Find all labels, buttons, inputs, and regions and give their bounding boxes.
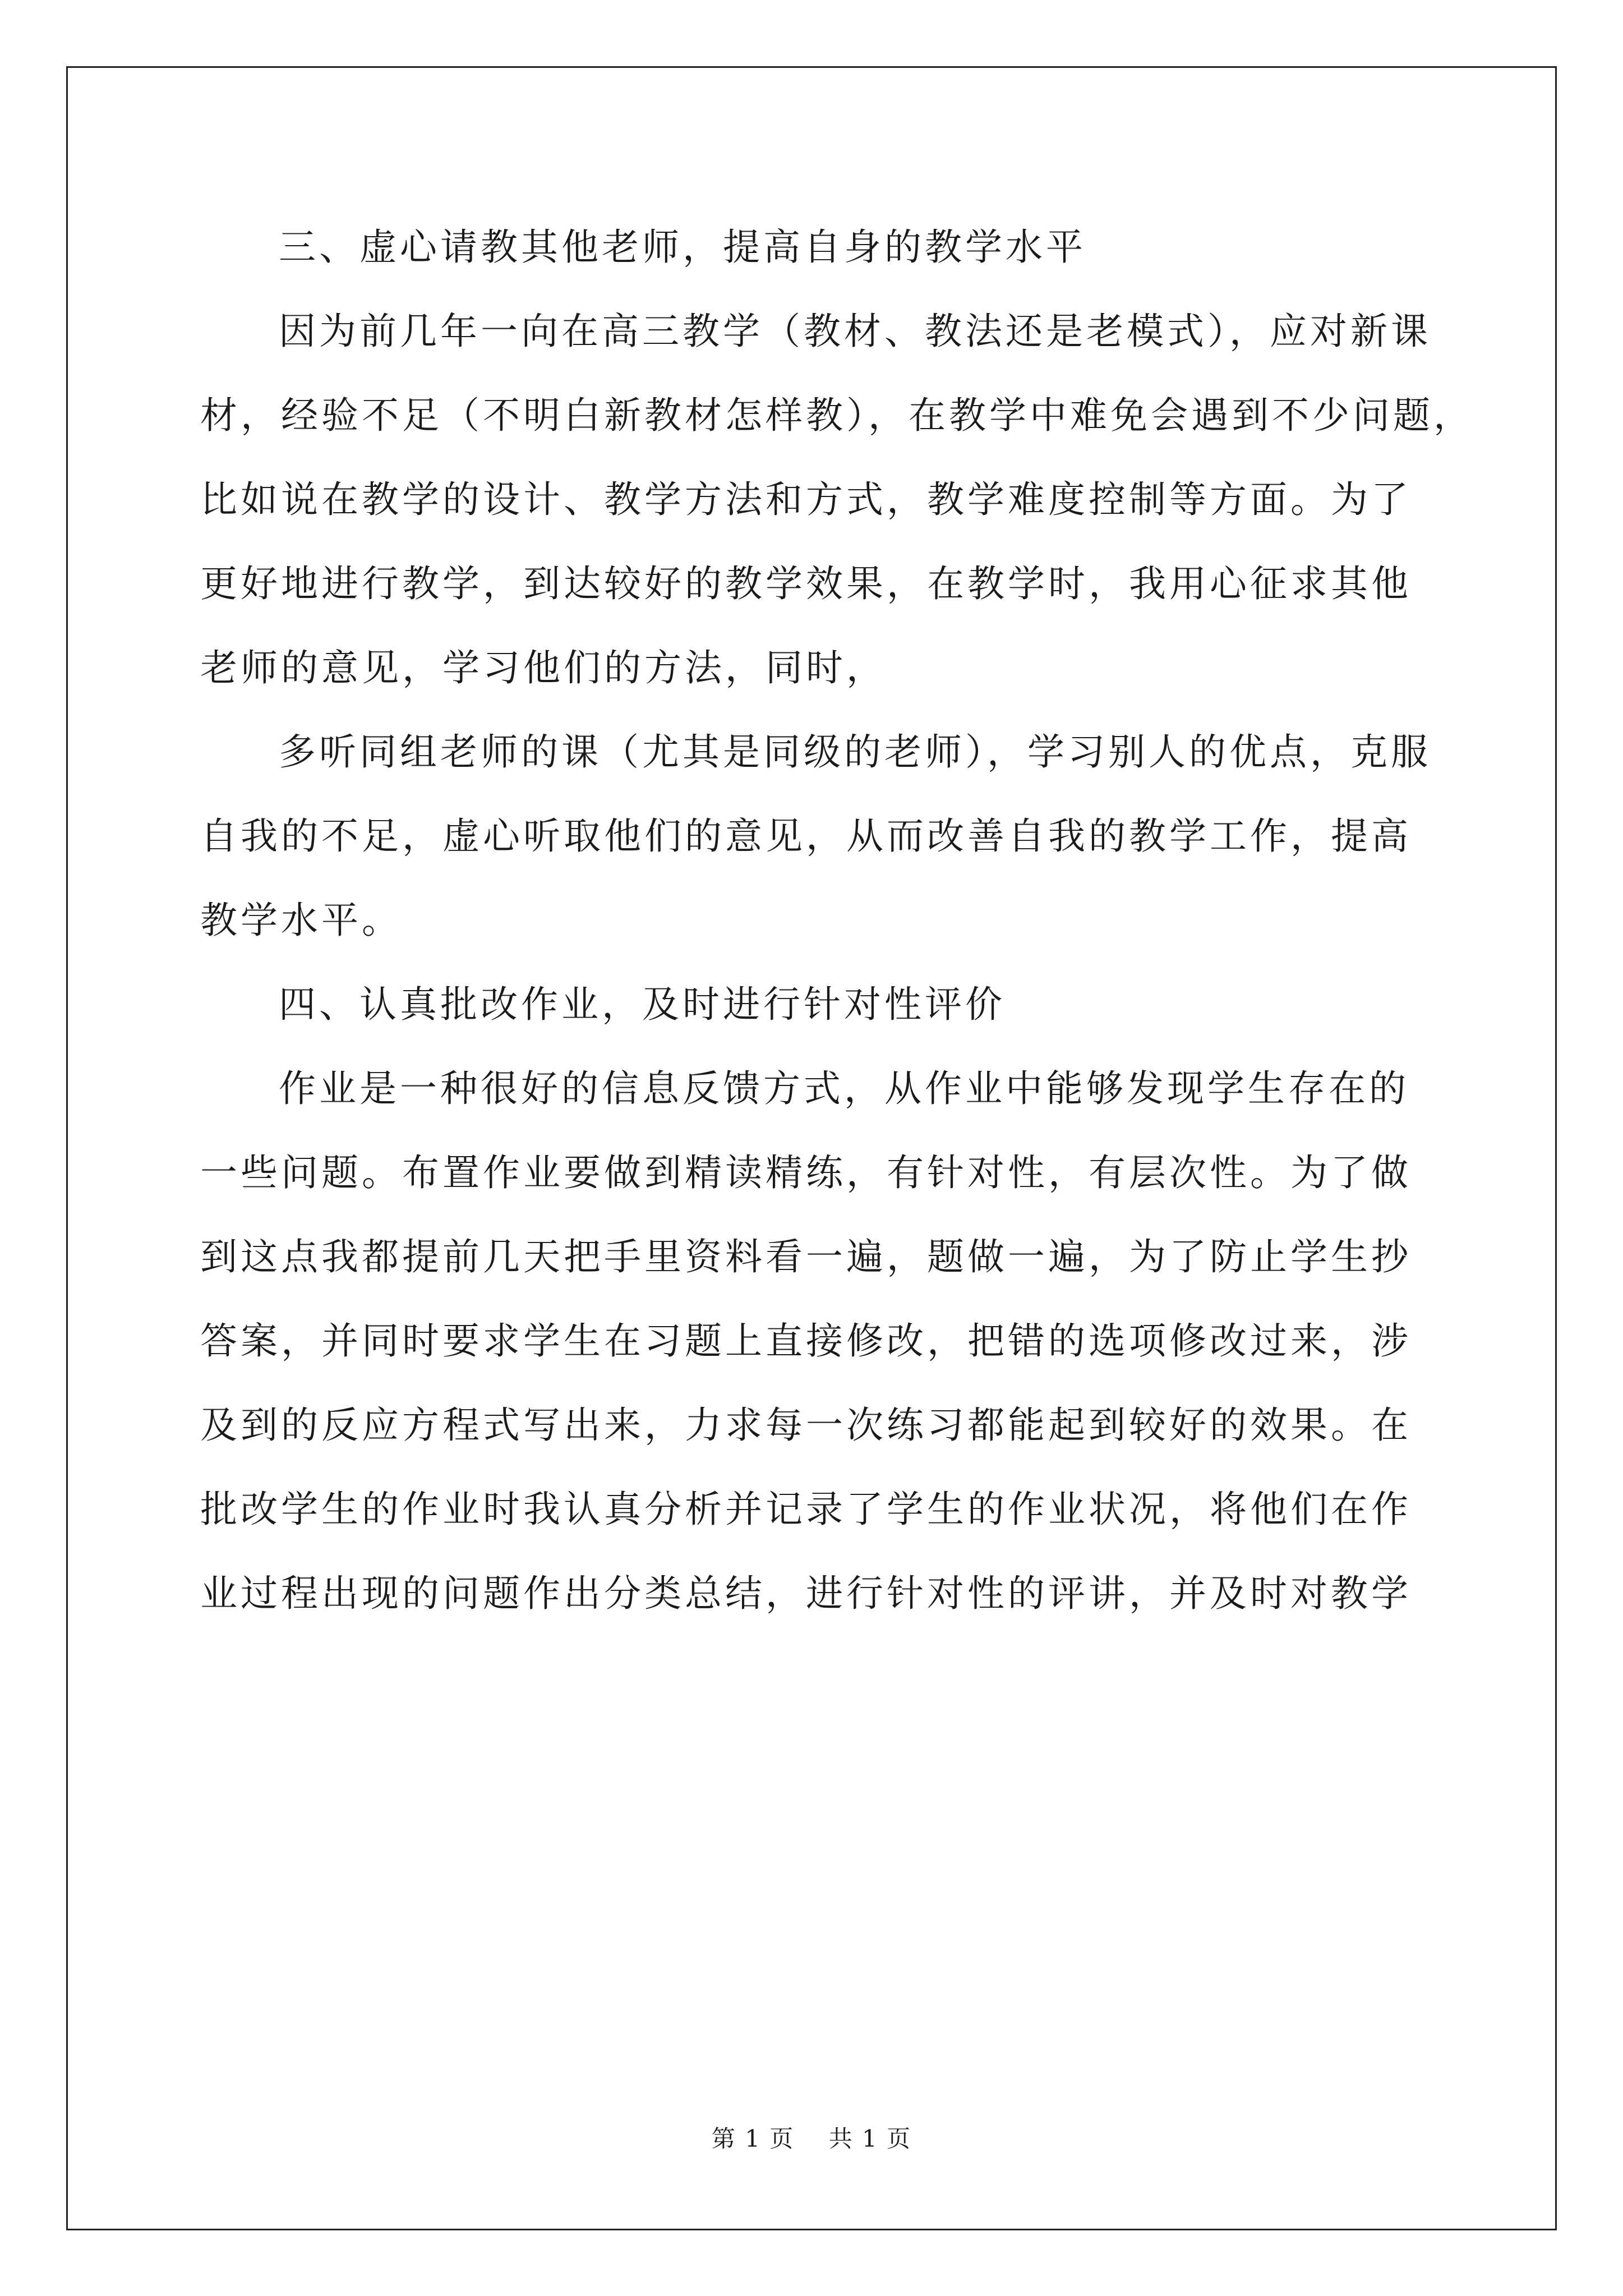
paragraph-line: 比如说在教学的设计、教学方法和方式，教学难度控制等方面。为了 bbox=[200, 478, 1412, 521]
paragraph-line: 答案，并同时要求学生在习题上直接修改，把错的选项修改过来，涉 bbox=[200, 1319, 1412, 1363]
paragraph-line: 到这点我都提前几天把手里资料看一遍，题做一遍，为了防止学生抄 bbox=[200, 1235, 1412, 1278]
paragraph-line: 因为前几年一向在高三教学（教材、教法还是老模式），应对新课 bbox=[279, 310, 1431, 353]
paragraph-line: 更好地进行教学，到达较好的教学效果，在教学时，我用心征求其他 bbox=[200, 562, 1412, 605]
paragraph-line: 批改学生的作业时我认真分析并记录了学生的作业状况，将他们在作 bbox=[200, 1488, 1412, 1531]
page-footer bbox=[0, 2120, 1623, 2154]
page-number: 第 1 页 共 1 页 bbox=[711, 2125, 912, 2152]
paragraph-line: 作业是一种很好的信息反馈方式，从作业中能够发现学生存在的 bbox=[279, 1067, 1409, 1110]
paragraph-line: 一些问题。布置作业要做到精读精练，有针对性，有层次性。为了做 bbox=[200, 1151, 1412, 1194]
paragraph-line: 及到的反应方程式写出来，力求每一次练习都能起到较好的效果。在 bbox=[200, 1404, 1412, 1447]
paragraph-line: 材，经验不足（不明白新教材怎样教），在教学中难免会遇到不少问题， bbox=[200, 394, 1474, 437]
section-heading: 四、认真批改作业，及时进行针对性评价 bbox=[279, 983, 1006, 1026]
document-body bbox=[200, 205, 1474, 1636]
paragraph-line: 教学水平。 bbox=[200, 899, 402, 942]
paragraph-line: 老师的意见，学习他们的方法，同时， bbox=[200, 646, 887, 689]
paragraph-line: 自我的不足，虚心听取他们的意见，从而改善自我的教学工作，提高 bbox=[200, 815, 1412, 858]
section-heading: 三、虚心请教其他老师，提高自身的教学水平 bbox=[279, 226, 1086, 269]
paragraph-line: 业过程出现的问题作出分类总结，进行针对性的评讲，并及时对教学 bbox=[200, 1572, 1412, 1615]
paragraph-line: 多听同组老师的课（尤其是同级的老师），学习别人的优点，克服 bbox=[279, 730, 1431, 774]
